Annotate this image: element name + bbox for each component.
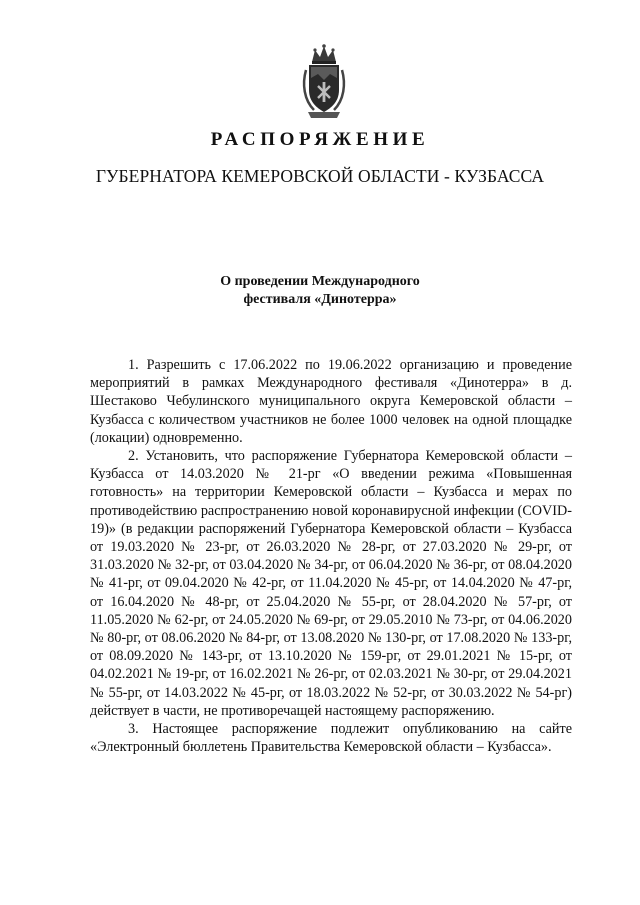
document-type-heading: РАСПОРЯЖЕНИЕ: [210, 129, 430, 150]
issuer-heading: ГУБЕРНАТОРА КЕМЕРОВСКОЙ ОБЛАСТИ - КУЗБАССА: [95, 166, 545, 186]
paragraph-2: 2. Установить, что распоряжение Губернатора Кемеровской области – Кузбасса от 14.03.2020 № 21-рг «О введении режима «Повышенная готовность» на территории Кемеровской области – Кузбасса и мерах по противодействию распространению новой коронавирусной инфекции (COVID-19)» (в редакции распоряжений Губернатора Кемеровской области – Кузбасса от 19.03.2020 № 23-рг, от 26.03.2020 № 28-рг, от 27.03.2020 № 29-рг, от 31.03.2020 № 32-рг, от 03.04.2020 № 34-рг, от 06.04.2020 № 36-рг, от 08.04.2020 № 41-рг, от 09.04.2020 № 42-рг, от 11.04.2020 № 45-рг, от 14.04.2020 № 47-рг, от 16.04.2020 № 48-рг, от 25.04.2020 № 55-рг, от 28.04.2020 № 57-рг, от 11.05.2020 № 62-рг, от 24.05.2020 № 69-рг, от 29.05.2010 № 73-рг, от 04.06.2020 № 80-рг, от 08.06.2020 № 84-рг, от 13.08.2020 № 130-рг, от 17.08.2020 № 133-рг, от 08.09.2020 № 143-рг, от 13.10.2020 № 159-рг, от 29.01.2021 № 15-рг, от 04.02.2021 № 19-рг, от 16.02.2021 № 26-рг, от 02.03.2021 № 30-рг, от 29.04.2021 № 55-рг, от 14.03.2022 № 45-рг, от 18.03.2022 № 52-рг, от 30.03.2022 № 54-рг) действует в части, не противоречащей настоящему распоряжению.: [90, 448, 572, 719]
paragraph-1: 1. Разрешить с 17.06.2022 по 19.06.2022 организацию и проведение мероприятий в рамках Международного фестиваля «Динотерра» в д. Шестаково Чебулинского муниципального округа Кемеровской области – Кузбасса с количеством участников не более 1000 человек на одной площадке (локации) одновременно.: [90, 357, 572, 446]
subject-line-2: фестиваля «Динотерра»: [243, 292, 397, 307]
coat-of-arms-icon: [300, 42, 348, 120]
document-subject: [0, 273, 640, 309]
paragraph-3: 3. Настоящее распоряжение подлежит опубликованию на сайте «Электронный бюллетень Правительства Кемеровской области – Кузбасса».: [90, 721, 572, 756]
subject-line-1: О проведении Международного: [220, 274, 420, 289]
document-body: [90, 356, 572, 756]
